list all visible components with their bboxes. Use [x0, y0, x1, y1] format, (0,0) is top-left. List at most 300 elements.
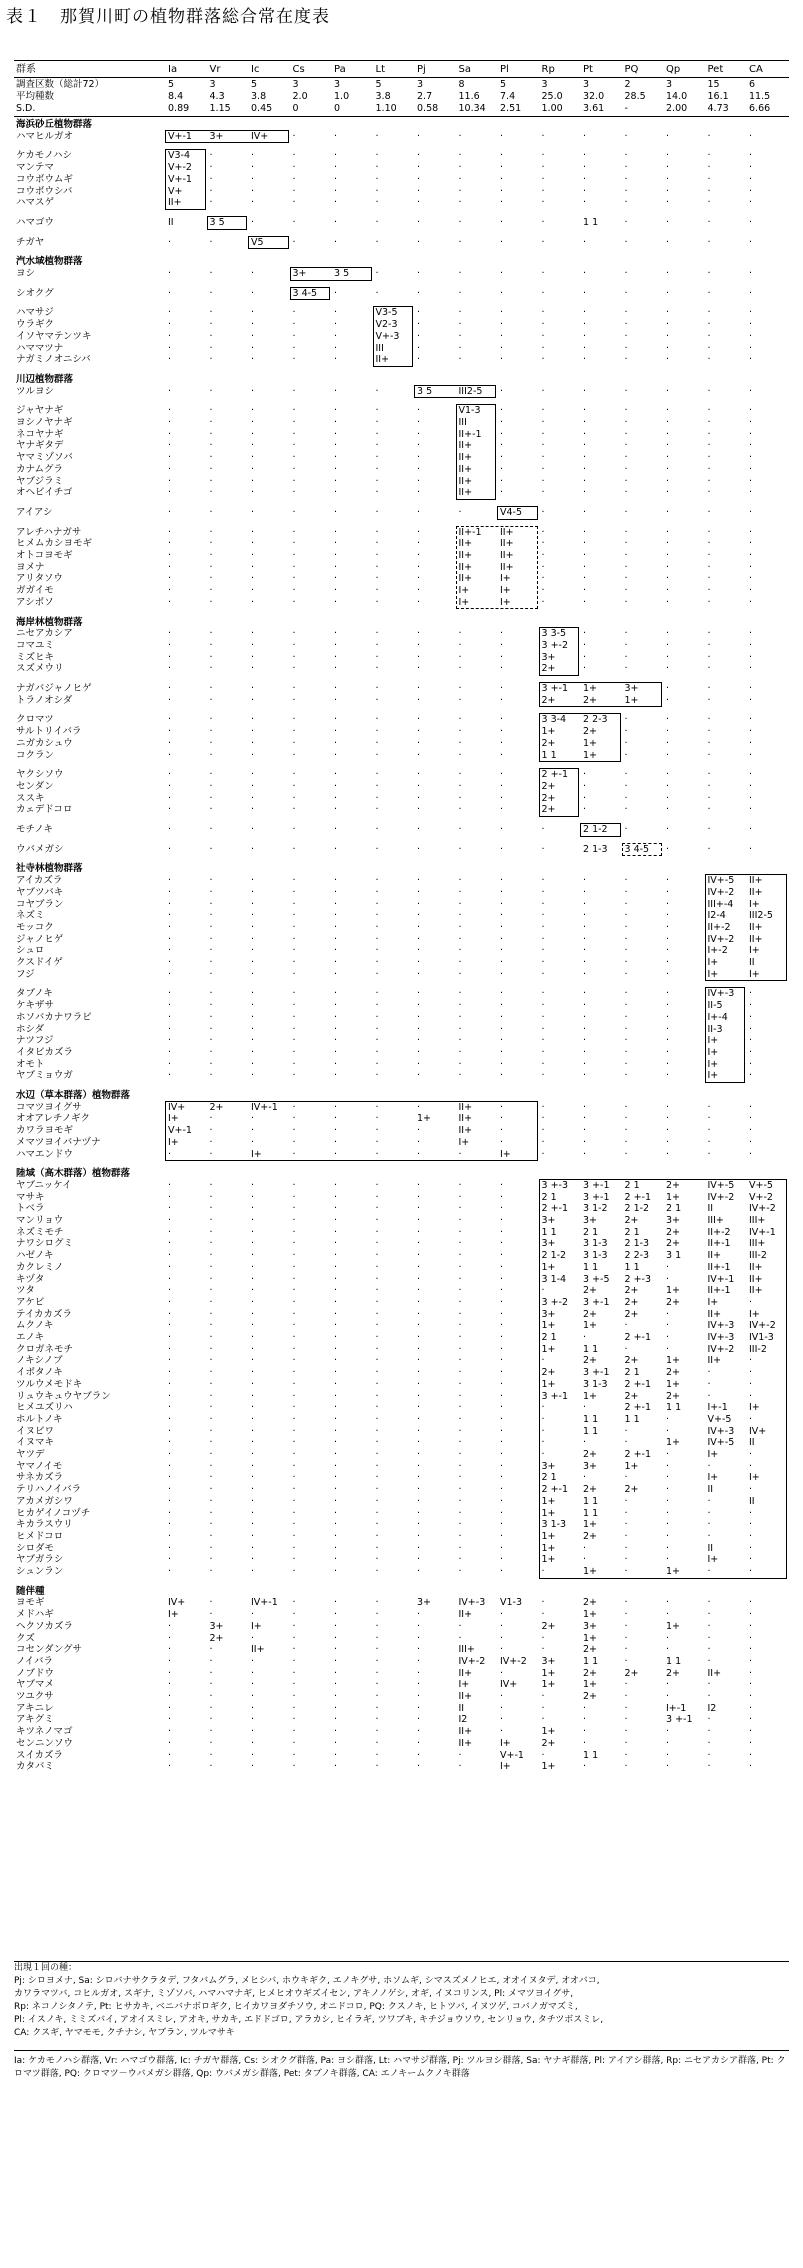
cell-value: ·: [375, 173, 379, 185]
cell-value: ·: [334, 843, 338, 855]
cell-value: ·: [334, 1285, 338, 1297]
cell-value: ·: [292, 1667, 296, 1679]
cell-value: ·: [749, 561, 753, 573]
cell-value: ·: [500, 1484, 504, 1496]
cell-value: I+: [707, 1296, 719, 1308]
species-name: アカメガシワ: [16, 1495, 73, 1507]
cell-value: ·: [251, 933, 255, 945]
cell-value: ·: [334, 307, 338, 319]
cell-value: 2+: [541, 737, 556, 749]
cell-value: ·: [251, 737, 255, 749]
cell-value: 2 +-1: [541, 1484, 568, 1496]
cell-value: 1 1: [583, 216, 599, 228]
cell-value: ·: [375, 898, 379, 910]
species-row: [14, 162, 789, 173]
cell-value: II: [707, 1203, 714, 1215]
cell-value: ·: [375, 1691, 379, 1702]
cell-value: ·: [707, 1136, 711, 1148]
cell-value: ·: [375, 1737, 379, 1749]
cell-value: ·: [168, 1320, 172, 1332]
stat-value: 3.8: [251, 91, 267, 102]
cell-value: ·: [749, 1644, 753, 1656]
cell-value: ·: [624, 726, 628, 738]
cell-value: ·: [749, 804, 753, 816]
cell-value: ·: [292, 1726, 296, 1738]
cell-value: ·: [334, 1308, 338, 1320]
cell-value: ·: [541, 1355, 545, 1367]
cell-value: ·: [375, 1542, 379, 1554]
cell-value: II+: [749, 875, 763, 887]
cell-value: ·: [209, 1449, 213, 1460]
cell-value: ·: [541, 1011, 545, 1023]
cell-value: ·: [251, 1519, 255, 1531]
cell-value: ·: [375, 1296, 379, 1308]
cell-value: ·: [541, 1691, 545, 1702]
cell-value: ·: [292, 1250, 296, 1262]
cell-value: ·: [624, 651, 628, 663]
cell-value: ·: [209, 804, 213, 816]
cell-value: 3 1-3: [583, 1250, 608, 1262]
cell-value: ·: [458, 1000, 462, 1012]
cell-value: ·: [583, 898, 587, 910]
cell-value: ·: [334, 428, 338, 440]
cell-value: ·: [749, 1355, 753, 1367]
cell-value: ·: [666, 1495, 670, 1507]
cell-value: ·: [707, 1519, 711, 1531]
species-name: メマツヨイバナヅナ: [16, 1136, 101, 1148]
cell-value: ·: [749, 1136, 753, 1148]
cell-value: ·: [749, 769, 753, 781]
cell-value: ·: [541, 268, 545, 279]
stat-value: 4.3: [209, 91, 225, 102]
cell-value: ·: [583, 1726, 587, 1738]
cell-value: ·: [666, 1749, 670, 1761]
cell-value: ·: [707, 354, 711, 366]
cell-value: ·: [749, 287, 753, 299]
community-header: Qp: [666, 64, 681, 75]
cell-value: ·: [292, 1655, 296, 1667]
cell-value: ·: [541, 1046, 545, 1058]
cell-value: 1+: [541, 1261, 556, 1273]
cell-value: ·: [458, 287, 462, 299]
cell-value: ·: [541, 1644, 545, 1656]
cell-value: ·: [251, 1125, 255, 1137]
cell-value: ·: [168, 933, 172, 945]
cell-value: ·: [749, 162, 753, 174]
cell-value: ·: [251, 526, 255, 538]
cell-value: ·: [500, 1308, 504, 1320]
cell-value: ·: [541, 173, 545, 185]
cell-value: 2+: [666, 1226, 681, 1238]
cell-value: ·: [458, 1203, 462, 1215]
cell-value: ·: [251, 726, 255, 738]
section-label: 陸域（高木群落）植物群落: [16, 1168, 131, 1180]
cell-value: II+: [458, 538, 473, 550]
cell-value: 2 +-1: [541, 769, 568, 781]
cell-value: ·: [334, 150, 338, 162]
cell-value: ·: [666, 1726, 670, 1738]
cell-value: II+: [707, 1355, 722, 1367]
cell-value: ·: [334, 342, 338, 354]
section-label: 水辺（草本群落）植物群落: [16, 1090, 131, 1101]
cell-value: ·: [292, 824, 296, 835]
cell-value: II+: [168, 197, 182, 209]
cell-value: ·: [417, 804, 421, 816]
cell-value: ·: [209, 1566, 213, 1577]
cell-value: ·: [749, 1484, 753, 1496]
cell-value: ·: [666, 694, 670, 706]
cell-value: ·: [209, 1714, 213, 1726]
cell-value: IV+-2: [749, 1203, 776, 1215]
cell-value: ·: [292, 573, 296, 585]
cell-value: ·: [375, 573, 379, 585]
cell-value: ·: [624, 1148, 628, 1160]
cell-value: ·: [624, 561, 628, 573]
species-row: [14, 1750, 789, 1761]
stat-row: [14, 91, 789, 102]
cell-value: I+: [500, 596, 511, 608]
cell-value: ·: [251, 1460, 255, 1472]
cell-value: ·: [666, 506, 670, 518]
species-row: [14, 1703, 789, 1714]
cell-value: ·: [707, 405, 711, 417]
cell-value: ·: [417, 921, 421, 933]
cell-value: ·: [168, 1332, 172, 1343]
community-header: Cs: [292, 64, 305, 75]
cell-value: ·: [541, 342, 545, 354]
cell-value: 3+: [417, 1597, 432, 1609]
cell-value: 3 +-5: [583, 1273, 610, 1285]
cell-value: III+-4: [707, 898, 734, 910]
cell-value: 2+: [624, 1308, 639, 1320]
cell-value: ·: [375, 780, 379, 792]
species-name: ミズヒキ: [16, 651, 55, 663]
cell-value: ·: [168, 550, 172, 561]
cell-value: IV+-3: [458, 1597, 486, 1609]
section-heading: [14, 1168, 789, 1179]
cell-value: ·: [375, 957, 379, 968]
cell-value: ·: [292, 1113, 296, 1125]
stat-value: 0: [334, 103, 341, 114]
cell-value: I+: [458, 585, 470, 597]
cell-value: ·: [168, 1308, 172, 1320]
cell-value: ·: [168, 1378, 172, 1390]
cell-value: ·: [334, 804, 338, 816]
cell-value: ·: [749, 173, 753, 185]
cell-value: ·: [624, 1343, 628, 1355]
cell-value: ·: [417, 236, 421, 248]
species-row: [14, 237, 789, 248]
cell-value: ·: [458, 342, 462, 354]
species-name: ヤツデ: [16, 1449, 45, 1460]
cell-value: ·: [417, 1011, 421, 1023]
cell-value: 2+: [624, 1484, 639, 1496]
cell-value: ·: [209, 628, 213, 640]
cell-value: ·: [334, 1320, 338, 1332]
cell-value: ·: [292, 1191, 296, 1203]
cell-value: V4-5: [500, 506, 523, 518]
cell-value: ·: [251, 538, 255, 550]
species-row: [14, 934, 789, 945]
cell-value: ·: [375, 162, 379, 174]
cell-value: ·: [209, 330, 213, 342]
cell-value: ·: [541, 1609, 545, 1621]
cell-value: 2 1: [666, 1203, 682, 1215]
cell-value: ·: [168, 1179, 172, 1191]
cell-value: ·: [500, 1378, 504, 1390]
cell-value: ·: [500, 1519, 504, 1531]
cell-value: ·: [375, 1035, 379, 1047]
cell-value: ·: [583, 1148, 587, 1160]
cell-value: ·: [209, 1179, 213, 1191]
cell-value: ·: [583, 1046, 587, 1058]
cell-value: II: [749, 1495, 755, 1507]
cell-value: II+-1: [458, 428, 482, 440]
cell-value: ·: [168, 875, 172, 887]
cell-value: 2 1-2: [541, 1250, 567, 1262]
cell-value: 3 +-2: [541, 1296, 568, 1308]
cell-value: ·: [624, 1023, 628, 1035]
cell-value: ·: [375, 1203, 379, 1215]
cell-value: ·: [417, 792, 421, 804]
cell-value: I+: [251, 1148, 262, 1160]
cell-value: ·: [292, 405, 296, 417]
cell-value: ·: [334, 921, 338, 933]
section-label: 川辺植物群落: [16, 373, 74, 385]
cell-value: ·: [583, 452, 587, 464]
cell-value: ·: [666, 1011, 670, 1023]
cell-value: 2 1-2: [624, 1203, 650, 1215]
cell-value: ·: [749, 487, 753, 499]
cell-value: ·: [624, 1679, 628, 1691]
species-row: [14, 1761, 789, 1772]
stat-value: 0.58: [417, 103, 439, 114]
cell-value: ·: [749, 1761, 753, 1773]
cell-value: ·: [417, 1058, 421, 1070]
cell-value: ·: [417, 1737, 421, 1749]
cell-value: ·: [209, 1390, 213, 1402]
cell-value: ·: [168, 1215, 172, 1226]
species-name: アシボソ: [16, 596, 54, 608]
cell-value: ·: [749, 749, 753, 761]
cell-value: ·: [707, 1507, 711, 1519]
cell-value: ·: [666, 1679, 670, 1691]
cell-value: ·: [334, 1148, 338, 1160]
cell-value: ·: [749, 1148, 753, 1160]
cell-value: ·: [375, 417, 379, 428]
cell-value: ·: [417, 1449, 421, 1460]
cell-value: ·: [541, 475, 545, 487]
cell-value: ·: [707, 1679, 711, 1691]
cell-value: ·: [624, 1714, 628, 1726]
cell-value: ·: [168, 945, 172, 957]
cell-value: ·: [334, 1250, 338, 1262]
constancy-table: [14, 60, 789, 1962]
cell-value: ·: [500, 1285, 504, 1297]
cell-value: ·: [168, 1035, 172, 1047]
cell-value: ·: [749, 1011, 753, 1023]
cell-value: ·: [417, 886, 421, 898]
cell-value: ·: [417, 726, 421, 738]
cell-value: ·: [500, 1296, 504, 1308]
cell-value: II+: [500, 526, 514, 538]
cell-value: ·: [458, 898, 462, 910]
species-name: ホシダ: [16, 1023, 45, 1035]
cell-value: I+: [707, 1046, 719, 1058]
cell-value: ·: [541, 287, 545, 299]
cell-value: IV1-3: [749, 1332, 774, 1343]
cell-value: ·: [583, 417, 587, 428]
stat-row: [14, 103, 789, 114]
species-name: ヒカゲイノコヅチ: [16, 1507, 91, 1519]
cell-value: ·: [209, 428, 213, 440]
cell-value: II+: [458, 1737, 473, 1749]
cell-value: 1+: [541, 1761, 556, 1773]
cell-value: ·: [500, 354, 504, 366]
cell-value: ·: [334, 1136, 338, 1148]
cell-value: ·: [375, 1761, 379, 1773]
cell-value: 1+: [541, 1667, 556, 1679]
cell-value: V+-5: [707, 1413, 732, 1425]
cell-value: ·: [417, 1308, 421, 1320]
cell-value: I+: [168, 1113, 179, 1125]
cell-value: II+: [458, 1609, 473, 1621]
cell-value: ·: [334, 875, 338, 887]
cell-value: ·: [749, 1460, 753, 1472]
cell-value: ·: [541, 886, 545, 898]
cell-value: ·: [209, 1495, 213, 1507]
cell-value: ·: [251, 1472, 255, 1484]
cell-value: ·: [334, 162, 338, 174]
cell-value: ·: [375, 216, 379, 228]
cell-value: ·: [583, 561, 587, 573]
cell-value: ·: [458, 737, 462, 749]
cell-value: ·: [666, 307, 670, 319]
cell-value: ·: [624, 1046, 628, 1058]
species-row: [14, 452, 789, 463]
cell-value: ·: [666, 1000, 670, 1012]
cell-value: ·: [334, 1609, 338, 1621]
cell-value: 1+: [541, 1726, 556, 1738]
cell-value: ·: [707, 1378, 711, 1390]
cell-value: ·: [251, 1714, 255, 1726]
cell-value: ·: [334, 824, 338, 835]
stat-value: 3: [417, 79, 424, 90]
diagnostic-group-box: [622, 843, 663, 857]
cell-value: ·: [707, 792, 711, 804]
cell-value: ·: [334, 1554, 338, 1566]
cell-value: 3 1-3: [541, 1519, 567, 1531]
species-name: ネズミモチ: [16, 1226, 64, 1238]
cell-value: ·: [500, 319, 504, 331]
cell-value: ·: [583, 957, 587, 968]
cell-value: ·: [458, 268, 462, 279]
cell-value: ·: [417, 268, 421, 279]
cell-value: ·: [417, 933, 421, 945]
cell-value: ·: [375, 526, 379, 538]
cell-value: ·: [500, 173, 504, 185]
cell-value: ·: [375, 197, 379, 209]
cell-value: ·: [583, 1101, 587, 1113]
diagnostic-group-box: [539, 627, 580, 676]
cell-value: ·: [168, 1343, 172, 1355]
cell-value: ·: [458, 804, 462, 816]
cell-value: ·: [666, 1058, 670, 1070]
section-heading: [14, 374, 789, 385]
cell-value: ·: [375, 749, 379, 761]
cell-value: ·: [334, 1691, 338, 1702]
stat-value: 7.4: [500, 91, 516, 102]
cell-value: ·: [168, 910, 172, 922]
cell-value: ·: [417, 307, 421, 319]
cell-value: ·: [251, 780, 255, 792]
cell-value: II+-1: [707, 1261, 731, 1273]
cell-value: ·: [168, 726, 172, 738]
cell-value: ·: [458, 1058, 462, 1070]
cell-value: ·: [624, 1011, 628, 1023]
cell-value: ·: [541, 875, 545, 887]
cell-value: II: [458, 1702, 465, 1714]
cell-value: ·: [500, 475, 504, 487]
stat-value: 3: [583, 79, 590, 90]
cell-value: ·: [624, 1530, 628, 1542]
cell-value: ·: [168, 1023, 172, 1035]
cell-value: ·: [500, 1542, 504, 1554]
cell-value: ·: [583, 1125, 587, 1137]
cell-value: II+-2: [707, 1226, 731, 1238]
cell-value: ·: [251, 268, 255, 279]
cell-value: II+: [458, 1125, 473, 1137]
cell-value: ·: [500, 628, 504, 640]
stat-value: 1.10: [375, 103, 397, 114]
cell-value: ·: [500, 945, 504, 957]
species-row: [14, 487, 789, 498]
cell-value: ·: [458, 150, 462, 162]
cell-value: ·: [292, 162, 296, 174]
cell-value: ·: [334, 1530, 338, 1542]
cell-value: ·: [500, 694, 504, 706]
cell-value: ·: [292, 440, 296, 452]
species-name: ハマスゲ: [16, 197, 55, 209]
cell-value: 2 1: [624, 1179, 640, 1191]
cell-value: ·: [168, 843, 172, 855]
cell-value: ·: [583, 1000, 587, 1012]
cell-value: 1+: [666, 1437, 681, 1449]
cell-value: ·: [334, 1179, 338, 1191]
stat-value: 3: [209, 79, 216, 90]
cell-value: ·: [707, 639, 711, 651]
diagnostic-group-box: [705, 874, 787, 981]
cell-value: ·: [624, 428, 628, 440]
cell-value: ·: [666, 663, 670, 675]
cell-value: ·: [749, 526, 753, 538]
stat-value: 4.73: [707, 103, 729, 114]
cell-value: ·: [707, 683, 711, 694]
cell-value: ·: [666, 1413, 670, 1425]
cell-value: 3 +-1: [583, 1367, 610, 1379]
cell-value: ·: [209, 1125, 213, 1137]
cell-value: I2: [707, 1702, 717, 1714]
cell-value: ·: [251, 1402, 255, 1414]
cell-value: ·: [458, 1413, 462, 1425]
cell-value: IV+-2: [500, 1655, 527, 1667]
species-name: ネコヤナギ: [16, 428, 64, 440]
species-name: カクレミノ: [16, 1261, 64, 1273]
cell-value: ·: [666, 1542, 670, 1554]
cell-value: ·: [292, 933, 296, 945]
species-name: ナガミノオニシバ: [16, 354, 91, 366]
cell-value: ·: [541, 385, 545, 397]
